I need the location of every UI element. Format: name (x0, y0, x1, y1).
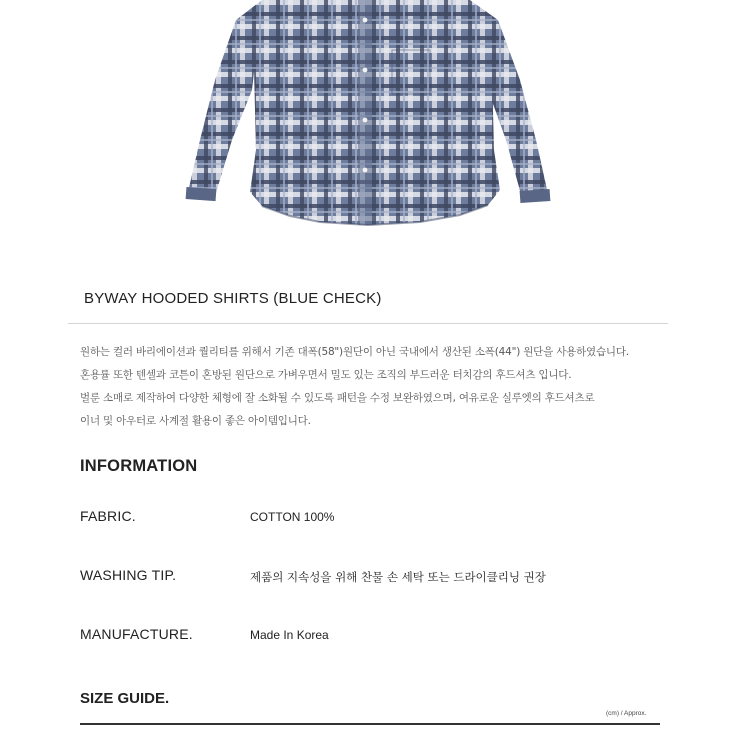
washing-tip-value: 제품의 지속성을 위해 찬물 손 세탁 또는 드라이클리닝 권장 (250, 570, 546, 584)
product-description (80, 341, 700, 433)
information-heading: INFORMATION (80, 457, 198, 475)
title-divider (68, 323, 668, 324)
description-line: 벌룬 소매로 제작하여 다양한 체형에 잘 소화될 수 있도록 패턴을 수정 보완하였으며, 여유로운 실루엣의 후드셔츠로 (80, 392, 595, 404)
washing-tip-label: WASHING TIP. (80, 567, 177, 583)
shirt-body (250, 0, 500, 225)
description-line: 혼용률 또한 텐셀과 코튼이 혼방된 원단으로 가벼우면서 밀도 있는 조직의 부드러운 터치감의 후드셔츠 입니다. (80, 369, 572, 381)
product-image (0, 0, 735, 262)
product-title: BYWAY HOODED SHIRTS (BLUE CHECK) (84, 290, 382, 307)
shirt-illustration (0, 0, 735, 262)
fabric-value: COTTON 100% (250, 510, 335, 524)
fabric-label: FABRIC. (80, 508, 136, 524)
description-line: 원하는 컬러 바리에이션과 퀄리티를 위해서 기존 대폭(58")원단이 아닌 국내에서 생산된 소폭(44") 원단을 사용하였습니다. (80, 346, 629, 358)
size-guide-heading: SIZE GUIDE. (80, 690, 170, 707)
manufacture-label: MANUFACTURE. (80, 626, 193, 642)
manufacture-value: Made In Korea (250, 628, 329, 642)
left-sleeve (188, 0, 262, 196)
description-line: 이너 및 아우터로 사계절 활용이 좋은 아이템입니다. (80, 415, 311, 427)
size-guide-divider (80, 723, 660, 725)
shirt-placket (358, 0, 372, 225)
size-unit-note: (cm) / Approx. (606, 710, 647, 717)
